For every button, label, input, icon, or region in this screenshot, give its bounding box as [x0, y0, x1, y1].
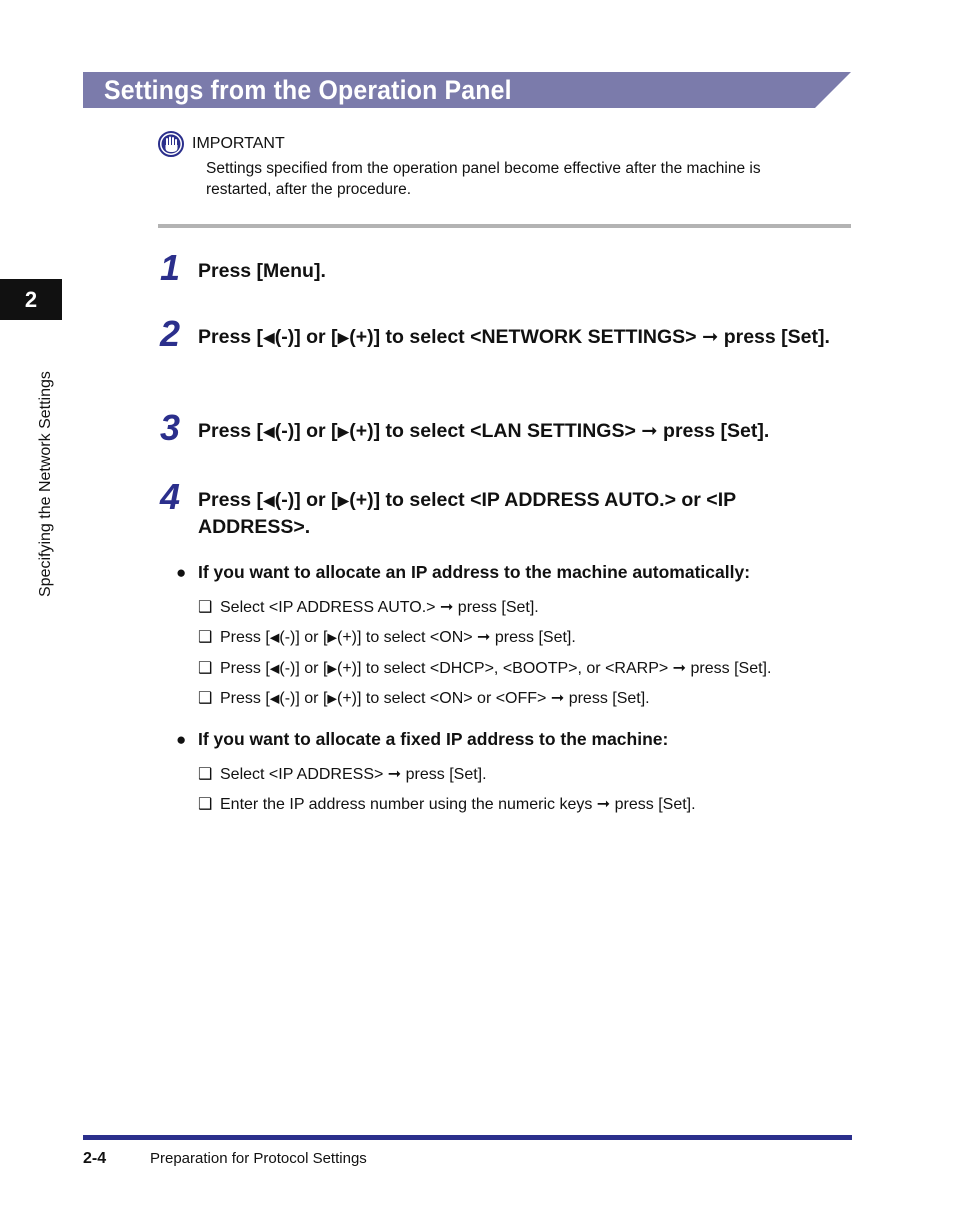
- right-triangle-icon: ▶: [337, 423, 350, 441]
- left-triangle-icon: ◀: [269, 661, 280, 676]
- list-item: ❑ Press [◀(-)] or [▶(+)] to select <ON> ➞ press [Set].: [198, 629, 576, 646]
- list-item: ❑ Select <IP ADDRESS AUTO.> ➞ press [Set].: [198, 599, 539, 616]
- arrow-icon: ➞: [439, 599, 454, 616]
- step-text: Press [◀(-)] or [▶(+)] to select <IP ADDRESS AUTO.> or <IP ADDRESS>.: [198, 489, 736, 539]
- right-triangle-icon: ▶: [327, 691, 337, 706]
- stop-hand-icon: [158, 131, 184, 157]
- arrow-icon: ➞: [477, 629, 491, 646]
- divider: [158, 224, 851, 228]
- checkbox-icon: ❑: [198, 660, 213, 677]
- chapter-title: Specifying the Network Settings: [37, 371, 54, 597]
- bullet-icon: ●: [176, 563, 187, 582]
- list-item: ❑ Press [◀(-)] or [▶(+)] to select <DHCP>, <BOOTP>, or <RARP> ➞ press [Set].: [198, 660, 772, 677]
- step-text: Press [◀(-)] or [▶(+)] to select <NETWORK SETTINGS> ➞ press [Set].: [198, 326, 830, 348]
- chapter-tab: 2: [0, 279, 62, 320]
- checkbox-icon: ❑: [198, 766, 213, 783]
- left-triangle-icon: ◀: [269, 691, 280, 706]
- right-triangle-icon: ▶: [337, 492, 350, 510]
- arrow-icon: ➞: [550, 690, 565, 707]
- step-number: 1: [160, 247, 181, 288]
- step-text: Press [◀(-)] or [▶(+)] to select <LAN SETTINGS> ➞ press [Set].: [198, 420, 770, 442]
- footer-section-title: Preparation for Protocol Settings: [150, 1150, 367, 1167]
- checkbox-icon: ❑: [198, 629, 213, 646]
- footer-rule: [83, 1135, 852, 1140]
- right-triangle-icon: ▶: [327, 630, 337, 645]
- section-banner: [83, 72, 851, 108]
- right-triangle-icon: ▶: [337, 329, 350, 347]
- bullet-icon: ●: [176, 730, 187, 749]
- arrow-icon: ➞: [701, 326, 719, 348]
- step-text: Press [Menu].: [198, 260, 326, 282]
- page-number: 2-4: [83, 1150, 107, 1167]
- left-triangle-icon: ◀: [263, 423, 275, 441]
- arrow-icon: ➞: [596, 796, 611, 813]
- arrow-icon: ➞: [641, 420, 658, 442]
- section-heading-fixed: ● If you want to allocate a fixed IP address to the machine:: [176, 729, 669, 749]
- step-number: 3: [160, 407, 181, 448]
- step-number: 4: [160, 476, 181, 517]
- important-label: IMPORTANT: [192, 135, 285, 152]
- list-item: ❑ Press [◀(-)] or [▶(+)] to select <ON> or <OFF> ➞ press [Set].: [198, 690, 650, 707]
- left-triangle-icon: ◀: [263, 492, 275, 510]
- page-title: Settings from the Operation Panel: [104, 75, 512, 105]
- list-item: ❑ Enter the IP address number using the numeric keys ➞ press [Set].: [198, 796, 696, 813]
- list-item: ❑ Select <IP ADDRESS> ➞ press [Set].: [198, 766, 487, 783]
- step-number: 2: [160, 313, 181, 354]
- checkbox-icon: ❑: [198, 796, 213, 813]
- important-text: Settings specified from the operation panel become effective after the machine is restarted, after the procedure.: [206, 160, 761, 198]
- checkbox-icon: ❑: [198, 599, 213, 616]
- arrow-icon: ➞: [672, 660, 687, 677]
- right-triangle-icon: ▶: [327, 661, 337, 676]
- checkbox-icon: ❑: [198, 690, 213, 707]
- section-heading-auto: ● If you want to allocate an IP address to the machine automatically:: [176, 562, 751, 582]
- left-triangle-icon: ◀: [263, 329, 275, 347]
- left-triangle-icon: ◀: [269, 630, 280, 645]
- arrow-icon: ➞: [387, 766, 402, 783]
